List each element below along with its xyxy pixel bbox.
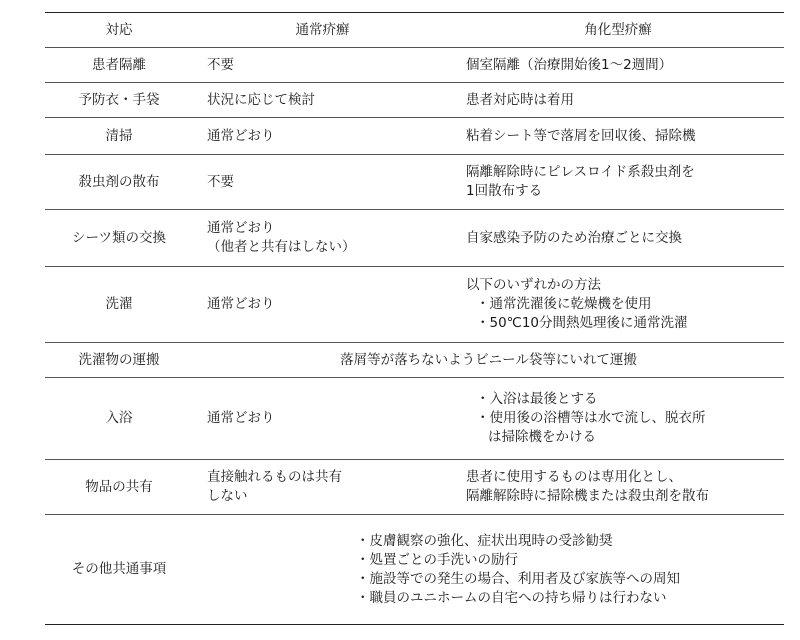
cell-line: 隔離解除時にピレスロイド系殺虫剤を [466,164,695,180]
cell-line: ・職員のユニホームの自宅への持ち帰りは行わない [356,589,667,606]
row-label: その他共通事項 [45,515,193,625]
cell-line: （他者と共有はしない） [207,239,356,255]
cell-line: ・使用後の浴槽等は水で流し、脱衣所 [476,410,706,426]
normal-cell [193,118,452,155]
table-row [45,48,784,83]
cell-line: 隔離解除時に掃除機または殺虫剤を散布 [466,488,709,504]
cell-line: ・処置ごとの手洗いの励行 [356,551,518,568]
normal-cell [193,83,452,118]
crusted-cell [452,378,784,460]
cell-line: 通常どおり [207,127,275,144]
cell-line: 1回散布する [466,183,543,199]
shared-cell [193,343,784,378]
cell-line: 直接触れるものは共有 [207,469,342,485]
table-row [45,378,784,460]
row-label: 患者隔離 [45,48,193,83]
shared-cell [193,515,784,625]
cell-line: 通常どおり [207,220,275,236]
row-label: 殺虫剤の散布 [45,155,193,210]
row-label: 予防衣・手袋 [45,83,193,118]
table-header-row [45,13,784,48]
cell-line: 患者に使用するものは専用化とし、 [466,469,682,485]
cell-line: 患者対応時は着用 [466,91,574,108]
cell-line: 不要 [207,173,234,190]
crusted-cell [452,210,784,267]
cell-line: ・50℃10分間熱処理後に通常洗濯 [476,315,688,331]
cell-line: 通常どおり [207,296,275,312]
normal-cell [193,378,452,460]
normal-cell [193,155,452,210]
row-label: 物品の共有 [45,460,193,515]
table-row [45,210,784,267]
normal-cell [193,48,452,83]
crusted-cell [452,267,784,343]
crusted-cell [452,155,784,210]
table-row [45,343,784,378]
scabies-response-table-container [45,12,784,625]
header-crusted-scabies: 角化型疥癬 [452,13,784,48]
row-label: シーツ類の交換 [45,210,193,267]
table-row [45,155,784,210]
cell-line: ・通常洗濯後に乾燥機を使用 [476,296,652,312]
cell-line: 個室隔離（治療開始後1～2週間） [466,56,673,73]
cell-line: 通常どおり [207,410,275,426]
row-label: 入浴 [45,378,193,460]
cell-line: 状況に応じて検討 [207,91,315,108]
cell-line: 落屑等が落ちないようビニール袋等にいれて運搬 [340,351,637,368]
header-normal-scabies: 通常疥癬 [193,13,452,48]
cell-line: ・入浴は最後とする [476,391,598,407]
normal-cell [193,267,452,343]
row-label: 洗濯 [45,267,193,343]
crusted-cell [452,118,784,155]
scabies-response-table [45,12,784,625]
row-label: 清掃 [45,118,193,155]
cell-line: ・皮膚観察の強化、症状出現時の受診勧奨 [356,532,613,549]
table-row [45,118,784,155]
table-row [45,267,784,343]
cell-line: しない [207,488,248,504]
cell-line: ・施設等での発生の場合、利用者及び家族等への周知 [356,570,680,587]
cell-line: 以下のいずれかの方法 [466,277,601,293]
cell-line: 不要 [207,56,234,73]
cell-line: 粘着シート等で落屑を回収後、掃除機 [466,127,696,144]
crusted-cell [452,460,784,515]
table-row [45,460,784,515]
header-response: 対応 [45,13,193,48]
crusted-cell [452,83,784,118]
crusted-cell [452,48,784,83]
cell-line: 自家感染予防のため治療ごとに交換 [466,229,682,246]
cell-line: は掃除機をかける [488,429,596,445]
normal-cell [193,210,452,267]
table-row [45,83,784,118]
table-row [45,515,784,625]
row-label: 洗濯物の運搬 [45,343,193,378]
normal-cell [193,460,452,515]
